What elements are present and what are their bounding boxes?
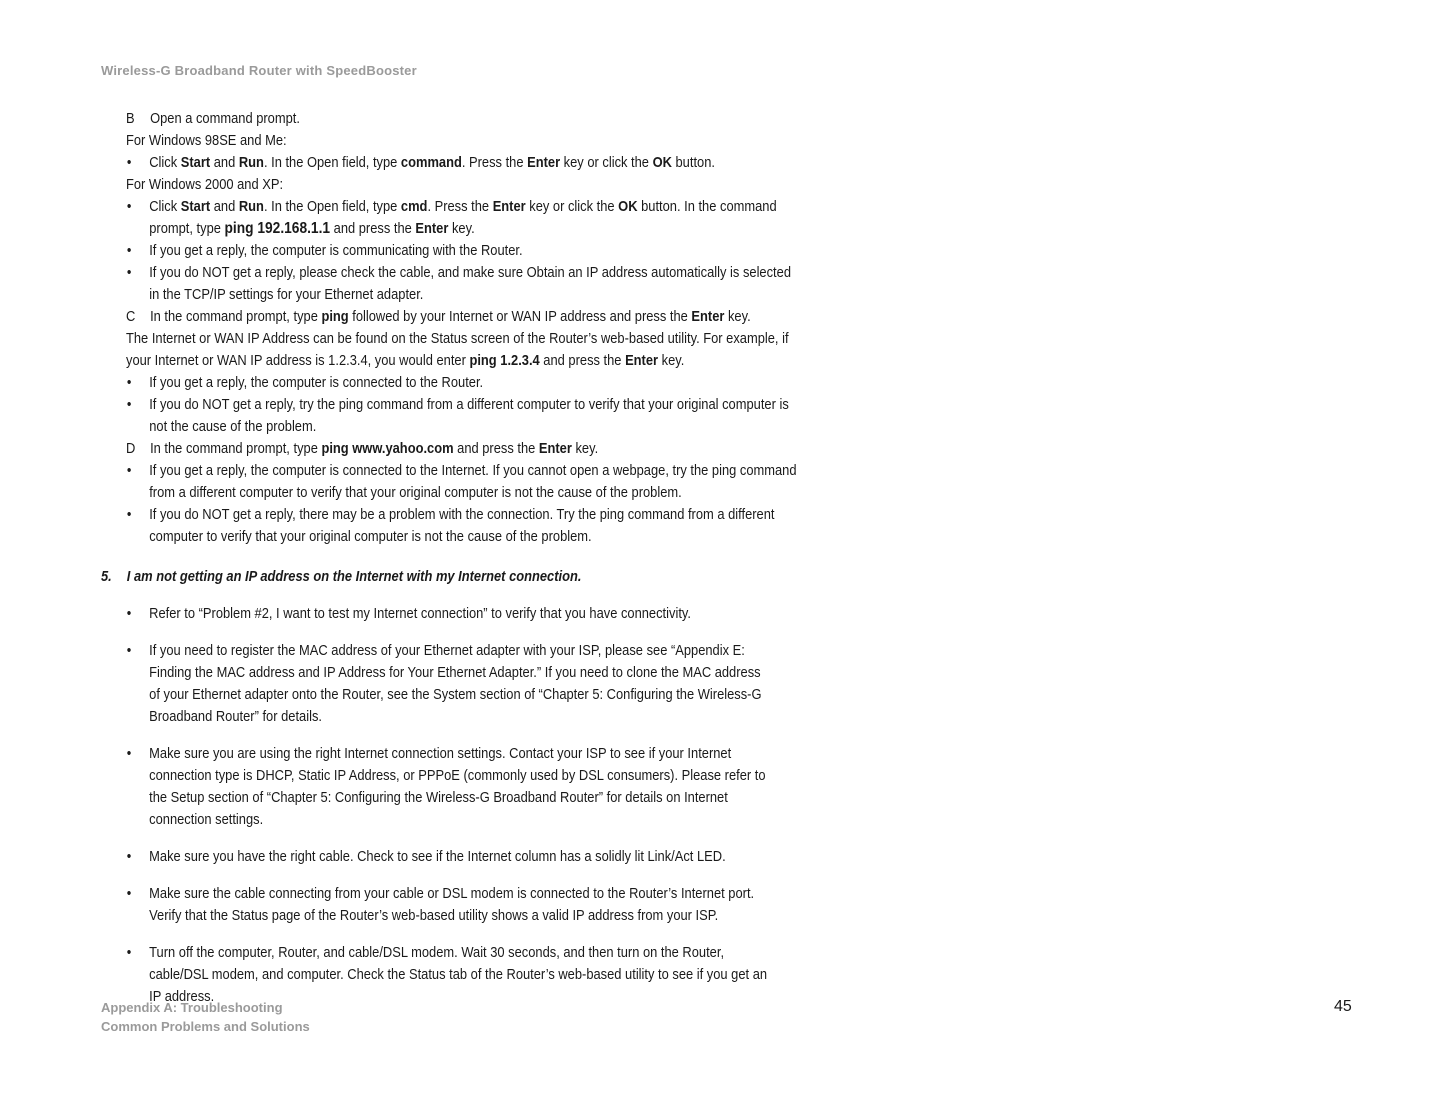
step-letter: C	[126, 308, 136, 325]
step-d	[126, 438, 797, 460]
footer-chapter: Appendix A: Troubleshooting	[101, 1000, 283, 1015]
bullet-reply: • If you get a reply, the computer is communicating with the Router.	[126, 240, 797, 262]
main-content	[126, 108, 797, 548]
problem-heading: I am not getting an IP address on the Internet with my Internet connection.	[126, 568, 582, 585]
step-c	[126, 306, 797, 328]
problem-5-section	[101, 566, 772, 1023]
bullet-reply: • If you get a reply, the computer is connected to the Router.	[126, 372, 797, 394]
step-b	[126, 108, 797, 130]
list-item: • If you need to register the MAC address of your Ethernet adapter with your ISP, please see “Appendix E: Finding the MAC address and IP Address for Your Ethernet Adapter.” If you need to clone the MAC address of your Ethernet adapter onto the Router, see the System section of “Chapter 5: Configuring the Wireless-G Broadband Router” for details.	[126, 640, 772, 728]
bullet-noreply: • If you do NOT get a reply, there may be a problem with the connection. Try the ping command from a different computer to verify that your original computer is not the cause of the problem.	[126, 504, 797, 548]
problem-bullets	[101, 603, 772, 1008]
list-item: • Refer to “Problem #2, I want to test my Internet connection” to verify that you have connectivity.	[126, 603, 772, 625]
step-letter: B	[126, 110, 135, 127]
list-item: • Make sure you are using the right Internet connection settings. Contact your ISP to see if your Internet connection type is DHCP, Static IP Address, or PPPoE (commonly used by DSL consumers). Please refer to the Setup section of “Chapter 5: Configuring the Wireless-G Broadband Router” for details on Internet connection settings.	[126, 743, 772, 831]
os-heading-98: For Windows 98SE and Me:	[126, 132, 287, 149]
list-item: • Make sure you have the right cable. Check to see if the Internet column has a solidly lit Link/Act LED.	[126, 846, 772, 868]
step-letter: D	[126, 440, 136, 457]
bullet-reply: • If you get a reply, the computer is connected to the Internet. If you cannot open a webpage, try the ping command from a different computer to verify that your original computer is not the cause of the problem.	[126, 460, 797, 504]
bullet-win2000: • Click Start and Run. In the Open field, type cmd. Press the Enter key or click the OK button. In the command prompt, type ping 192.168.1.1 and press the Enter key.	[126, 196, 797, 240]
footer-section: Common Problems and Solutions	[101, 1019, 310, 1034]
problem-number: 5.	[101, 568, 112, 585]
step-c-paragraph: The Internet or WAN IP Address can be found on the Status screen of the Router’s web-based utility. For example, if your Internet or WAN IP address is 1.2.3.4, you would enter ping 1.2.3.4 and press the Enter key.	[126, 330, 789, 369]
list-item: • Make sure the cable connecting from your cable or DSL modem is connected to the Router’s Internet port. Verify that the Status page of the Router’s web-based utility shows a valid IP address from your ISP.	[126, 883, 772, 927]
page-number: 45	[1334, 998, 1352, 1015]
bullet-win98: • Click Start and Run. In the Open field, type command. Press the Enter key or click the OK button.	[126, 152, 797, 174]
step-text: Open a command prompt.	[150, 110, 300, 127]
step-text: In the command prompt, type ping www.yahoo.com and press the Enter key.	[150, 440, 599, 457]
step-text: In the command prompt, type ping followed by your Internet or WAN IP address and press the Enter key.	[150, 308, 751, 325]
page-footer	[101, 998, 310, 1036]
bullet-noreply: • If you do NOT get a reply, please check the cable, and make sure Obtain an IP address automatically is selected in the TCP/IP settings for your Ethernet adapter.	[126, 262, 797, 306]
bullet-noreply: • If you do NOT get a reply, try the ping command from a different computer to verify that your original computer is not the cause of the problem.	[126, 394, 797, 438]
problem-title	[101, 566, 772, 588]
list-item: • Turn off the computer, Router, and cable/DSL modem. Wait 30 seconds, and then turn on the Router, cable/DSL modem, and computer. Check the Status tab of the Router’s web-based utility to see if you get an IP address.	[126, 942, 772, 1008]
running-header: Wireless-G Broadband Router with SpeedBooster	[101, 63, 417, 78]
os-heading-2000: For Windows 2000 and XP:	[126, 176, 284, 193]
